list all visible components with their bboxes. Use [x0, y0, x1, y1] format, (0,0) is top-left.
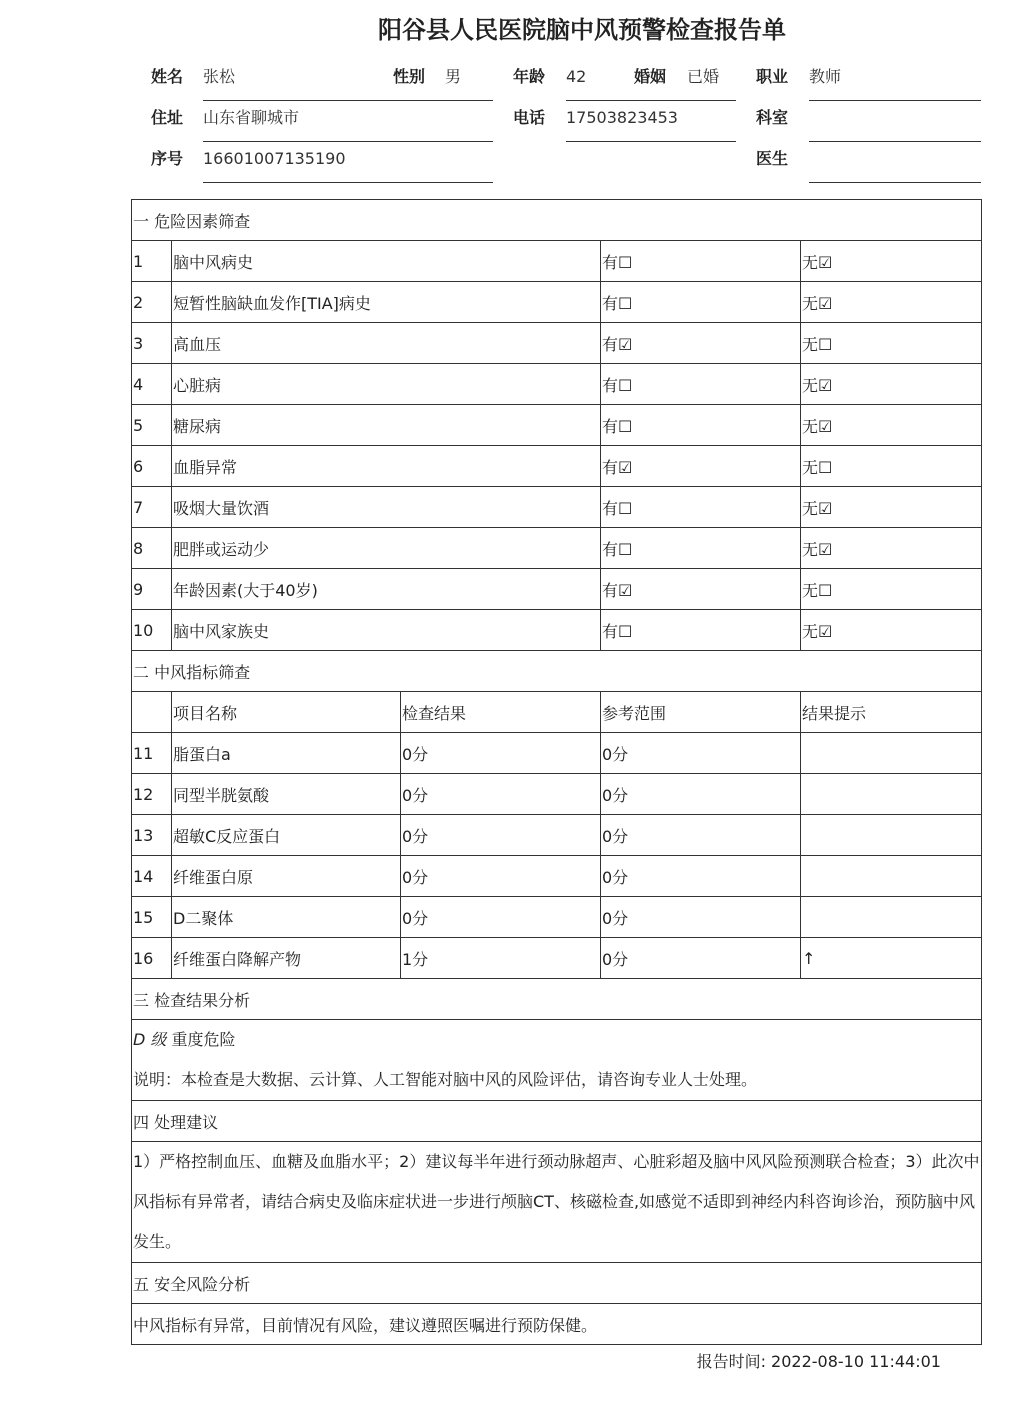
indicator-hint: ↑ [801, 938, 982, 979]
underline [566, 141, 736, 142]
table-row [132, 815, 982, 856]
underline [203, 100, 493, 101]
table-row [132, 446, 982, 487]
risk-item-name: 血脂异常 [172, 446, 601, 487]
risk-no-checkbox: 无☑ [801, 610, 982, 651]
risk-yes-checkbox: 有☐ [601, 487, 801, 528]
indicator-result: 0分 [401, 856, 601, 897]
row-number: 16 [132, 938, 172, 979]
underline [203, 141, 493, 142]
name-value: 张松 [203, 67, 236, 86]
indicator-result: 0分 [401, 897, 601, 938]
name-label: 姓名 [151, 67, 184, 86]
marital-label: 婚姻 [634, 67, 667, 86]
job-value: 教师 [809, 67, 842, 86]
job-label: 职业 [756, 67, 789, 86]
section-title: 一 危险因素筛查 [132, 200, 982, 241]
risk-item-name: 年龄因素(大于40岁) [172, 569, 601, 610]
row-number: 9 [132, 569, 172, 610]
risk-item-name: 糖尿病 [172, 405, 601, 446]
risk-no-checkbox: 无☑ [801, 487, 982, 528]
row-number: 6 [132, 446, 172, 487]
table-row [132, 774, 982, 815]
advice-row [132, 1142, 982, 1263]
section-title: 三 检查结果分析 [132, 979, 982, 1020]
header-item-name: 项目名称 [172, 692, 401, 733]
age-label: 年龄 [513, 67, 546, 86]
address-label: 住址 [151, 108, 184, 127]
indicator-name: 同型半胱氨酸 [172, 774, 401, 815]
age-value: 42 [566, 67, 587, 86]
row-number: 7 [132, 487, 172, 528]
risk-yes-checkbox: 有☐ [601, 405, 801, 446]
header-result: 检查结果 [401, 692, 601, 733]
row-number: 10 [132, 610, 172, 651]
header-reference: 参考范围 [601, 692, 801, 733]
indicator-hint [801, 856, 982, 897]
risk-yes-checkbox: 有☐ [601, 610, 801, 651]
risk-level: 重度危险 [171, 1030, 236, 1049]
row-number: 4 [132, 364, 172, 405]
gender-value: 男 [445, 67, 462, 86]
marital-value: 已婚 [687, 67, 720, 86]
table-row [132, 528, 982, 569]
risk-no-checkbox: 无☑ [801, 528, 982, 569]
indicator-result: 0分 [401, 733, 601, 774]
risk-item-name: 肥胖或运动少 [172, 528, 601, 569]
indicator-hint [801, 733, 982, 774]
phone-value: 17503823453 [566, 108, 678, 127]
indicator-hint [801, 774, 982, 815]
table-header-row [132, 692, 982, 733]
section-title: 五 安全风险分析 [132, 1263, 982, 1304]
indicator-reference: 0分 [601, 897, 801, 938]
serial-value: 16601007135190 [203, 149, 346, 168]
risk-yes-checkbox: 有☐ [601, 241, 801, 282]
risk-no-checkbox: 无☑ [801, 364, 982, 405]
risk-item-name: 短暂性脑缺血发作[TIA]病史 [172, 282, 601, 323]
risk-yes-checkbox: 有☐ [601, 282, 801, 323]
table-row [132, 610, 982, 651]
indicator-reference: 0分 [601, 856, 801, 897]
indicator-hint [801, 897, 982, 938]
table-row [132, 897, 982, 938]
phone-label: 电话 [513, 108, 546, 127]
indicator-name: 脂蛋白a [172, 733, 401, 774]
table-row [132, 856, 982, 897]
section-title: 二 中风指标筛查 [132, 651, 982, 692]
section-header-risk [132, 200, 982, 241]
header-hint: 结果提示 [801, 692, 982, 733]
row-number: 8 [132, 528, 172, 569]
row-number: 14 [132, 856, 172, 897]
risk-yes-checkbox: 有☐ [601, 528, 801, 569]
section-header-advice [132, 1101, 982, 1142]
indicator-result: 0分 [401, 774, 601, 815]
indicator-reference: 0分 [601, 733, 801, 774]
risk-yes-checkbox: 有☑ [601, 446, 801, 487]
row-number: 2 [132, 282, 172, 323]
safety-text: 中风指标有异常，目前情况有风险，建议遵照医嘱进行预防保健。 [132, 1304, 982, 1345]
report-table [131, 199, 982, 1345]
table-row [132, 733, 982, 774]
underline [566, 100, 736, 101]
row-number: 3 [132, 323, 172, 364]
indicator-reference: 0分 [601, 815, 801, 856]
section-header-safety [132, 1263, 982, 1304]
analysis-note: 说明：本检查是大数据、云计算、人工智能对脑中风的风险评估，请咨询专业人士处理。 [133, 1070, 758, 1089]
risk-item-name: 脑中风家族史 [172, 610, 601, 651]
risk-no-checkbox: 无☑ [801, 241, 982, 282]
risk-no-checkbox: 无☑ [801, 405, 982, 446]
page-title: 阳谷县人民医院脑中风预警检查报告单 [378, 16, 786, 44]
address-value: 山东省聊城市 [203, 108, 300, 127]
risk-item-name: 心脏病 [172, 364, 601, 405]
dept-label: 科室 [756, 108, 789, 127]
table-row [132, 569, 982, 610]
underline [809, 141, 981, 142]
analysis-row [132, 1020, 982, 1101]
indicator-name: 纤维蛋白降解产物 [172, 938, 401, 979]
row-number: 15 [132, 897, 172, 938]
row-number: 11 [132, 733, 172, 774]
section-header-indicators [132, 651, 982, 692]
table-row [132, 938, 982, 979]
table-row [132, 323, 982, 364]
indicator-name: 超敏C反应蛋白 [172, 815, 401, 856]
analysis-content [132, 1020, 982, 1101]
risk-yes-checkbox: 有☑ [601, 323, 801, 364]
section-title: 四 处理建议 [132, 1101, 982, 1142]
advice-text: 1）严格控制血压、血糖及血脂水平；2）建议每半年进行颈动脉超声、心脏彩超及脑中风风险预测联合检查；3）此次中风指标有异常者，请结合病史及临床症状进一步进行颅脑CT、核磁检查,如感觉不适即到神经内科咨询诊治，预防脑中风发生。 [132, 1142, 982, 1263]
doctor-label: 医生 [756, 149, 789, 168]
indicator-result: 1分 [401, 938, 601, 979]
row-number: 12 [132, 774, 172, 815]
table-row [132, 282, 982, 323]
indicator-hint [801, 815, 982, 856]
risk-grade: D 级 [133, 1030, 167, 1049]
risk-no-checkbox: 无☐ [801, 323, 982, 364]
risk-yes-checkbox: 有☐ [601, 364, 801, 405]
row-number: 1 [132, 241, 172, 282]
indicator-name: D二聚体 [172, 897, 401, 938]
safety-row [132, 1304, 982, 1345]
serial-label: 序号 [151, 149, 184, 168]
risk-item-name: 脑中风病史 [172, 241, 601, 282]
table-row [132, 364, 982, 405]
table-row [132, 405, 982, 446]
table-row [132, 487, 982, 528]
gender-label: 性别 [393, 67, 426, 86]
risk-no-checkbox: 无☐ [801, 446, 982, 487]
underline [203, 182, 493, 183]
risk-no-checkbox: 无☐ [801, 569, 982, 610]
row-number: 13 [132, 815, 172, 856]
risk-yes-checkbox: 有☑ [601, 569, 801, 610]
table-row [132, 241, 982, 282]
underline [809, 182, 981, 183]
risk-no-checkbox: 无☑ [801, 282, 982, 323]
indicator-reference: 0分 [601, 938, 801, 979]
risk-item-name: 高血压 [172, 323, 601, 364]
risk-item-name: 吸烟大量饮酒 [172, 487, 601, 528]
row-number: 5 [132, 405, 172, 446]
report-time: 报告时间: 2022-08-10 11:44:01 [696, 1352, 941, 1371]
risk-grade-line [133, 1020, 981, 1060]
indicator-result: 0分 [401, 815, 601, 856]
underline [809, 100, 981, 101]
indicator-name: 纤维蛋白原 [172, 856, 401, 897]
header-blank [132, 692, 172, 733]
section-header-analysis [132, 979, 982, 1020]
indicator-reference: 0分 [601, 774, 801, 815]
